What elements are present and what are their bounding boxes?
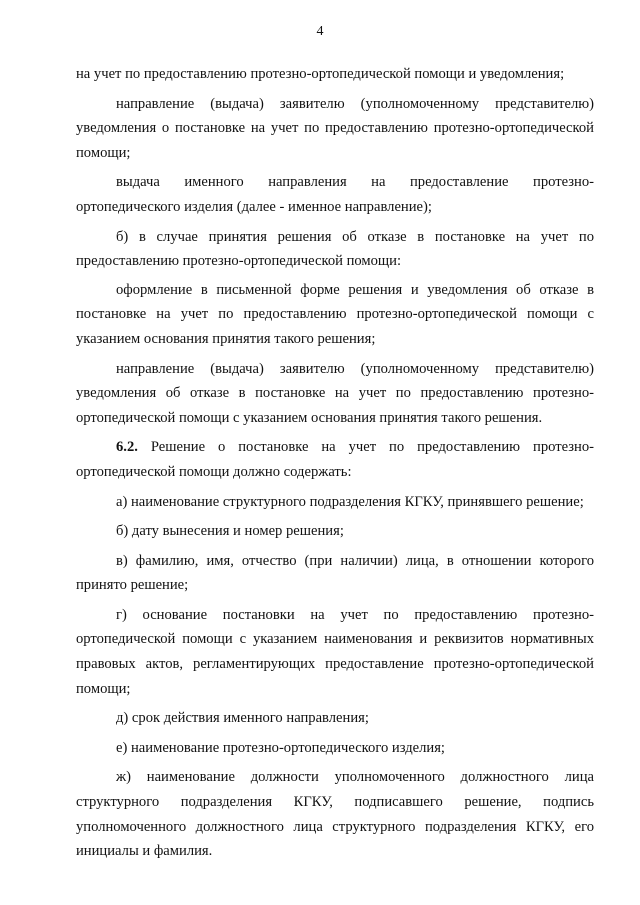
document-body: [76, 62, 594, 864]
paragraph-8: а) наименование структурного подразделения КГКУ, принявшего решение;: [116, 493, 584, 510]
paragraph-4: б) в случае принятия решения об отказе в постановке на учет по предоставлению протезно-ортопедической помощи:: [76, 228, 594, 270]
paragraph-9: б) дату вынесения и номер решения;: [116, 523, 344, 540]
section-text: Решение о постановке на учет по предоставлению протезно-ортопедической помощи должно содержать:: [76, 439, 594, 480]
paragraph-13: е) наименование протезно-ортопедического изделия;: [116, 739, 445, 756]
paragraph-11: г) основание постановки на учет по предоставлению протезно-ортопедической помощи с указанием наименования и реквизитов нормативных правовых актов, регламентирующих предоставление протезно-ортопедической помощи;: [76, 606, 594, 697]
paragraph-3: выдача именного направления на предоставление протезно-ортопедического изделия (далее - именное направление);: [76, 174, 594, 215]
page-number: 4: [316, 24, 324, 39]
paragraph-6: направление (выдача) заявителю (уполномоченному представителю) уведомления об отказе в постановке на учет по предоставлению протезно-ортопедической помощи с указанием основания принятия такого решения.: [76, 360, 594, 426]
paragraph-1: на учет по предоставлению протезно-ортопедической помощи и уведомления;: [76, 66, 565, 82]
paragraph-12: д) срок действия именного направления;: [116, 710, 369, 727]
paragraph-2: направление (выдача) заявителю (уполномоченному представителю) уведомления о постановке на учет по предоставлению протезно-ортопедической помощи;: [76, 95, 594, 161]
paragraph-14: ж) наименование должности уполномоченного должностного лица структурного подразделения КГКУ, подписавшего решение, подпись уполномоченного должностного лица структурного подразделения КГКУ, его инициалы и фамилия.: [76, 769, 594, 860]
paragraph-5: оформление в письменной форме решения и уведомления об отказе в постановке на учет по предоставлению протезно-ортопедической помощи с указанием основания принятия такого решения;: [76, 281, 594, 347]
paragraph-10: в) фамилию, имя, отчество (при наличии) лица, в отношении которого принято решение;: [76, 552, 594, 594]
section-number: 6.2.: [116, 439, 138, 456]
paragraph-7-section-6-2: [76, 435, 594, 484]
